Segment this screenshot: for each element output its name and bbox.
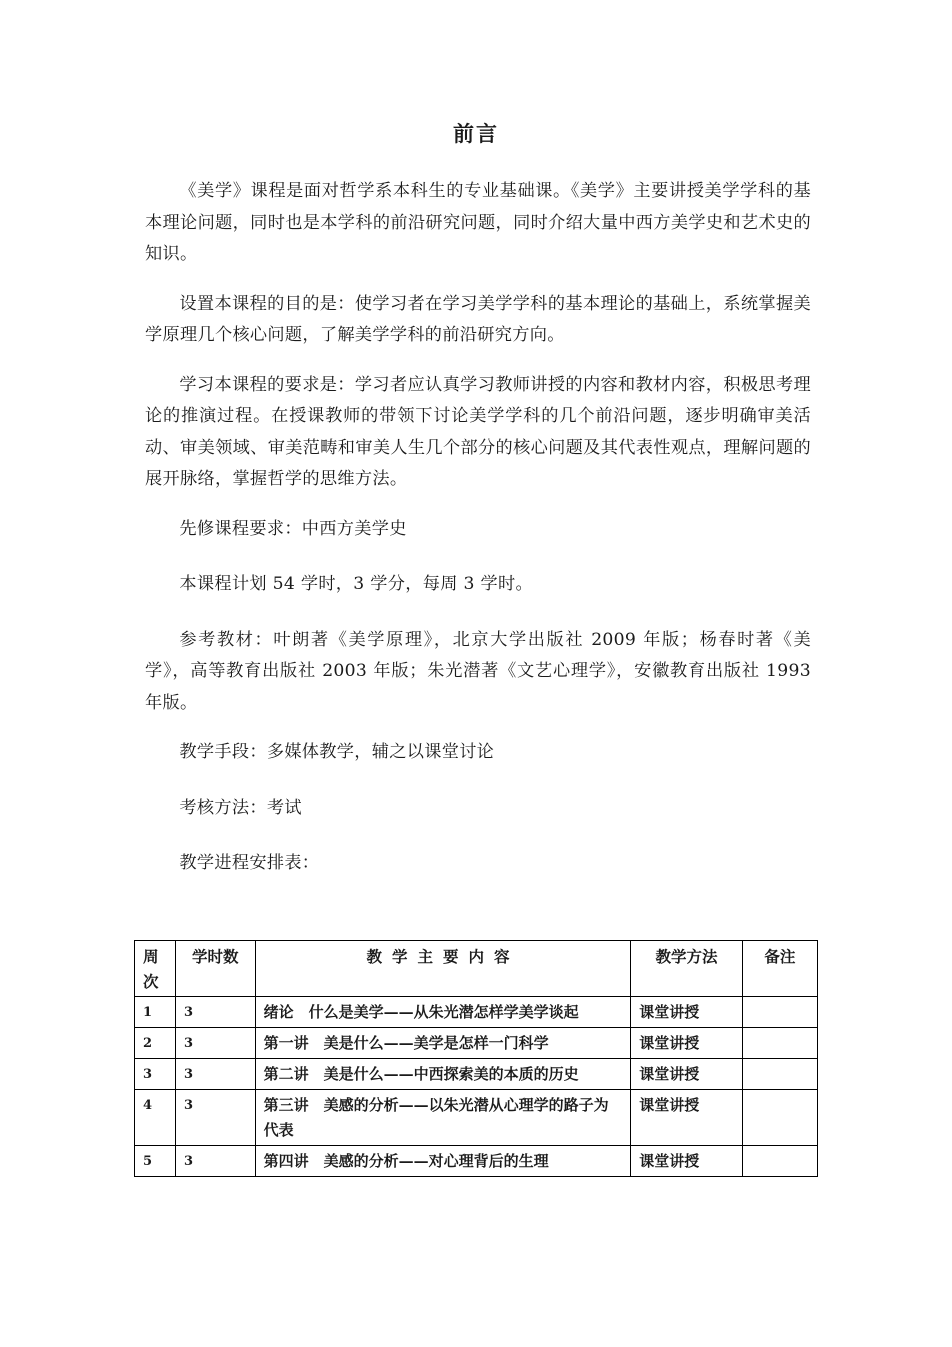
paragraph-purpose: 设置本课程的目的是：使学习者在学习美学学科的基本理论的基础上，系统掌握美学原理几个核心问题，了解美学学科的前沿研究方向。: [145, 293, 811, 345]
table-header-row: [135, 941, 818, 997]
cell-method: 课堂讲授: [631, 997, 743, 1028]
table-row: [135, 1028, 818, 1059]
header-note: 备注: [742, 941, 817, 997]
cell-week: 2: [135, 1028, 176, 1059]
cell-week: 1: [135, 997, 176, 1028]
paragraph-schedule-label: 教学进程安排表：: [179, 853, 320, 873]
cell-hours: 3: [175, 1090, 255, 1146]
cell-note: [742, 1090, 817, 1146]
cell-method: 课堂讲授: [631, 1028, 743, 1059]
cell-week: 5: [135, 1146, 176, 1177]
cell-hours: 3: [175, 997, 255, 1028]
page-title: 前言: [453, 121, 499, 146]
table-row: [135, 997, 818, 1028]
paragraph-prerequisite: 先修课程要求：中西方美学史: [179, 518, 407, 539]
paragraph-requirements: 学习本课程的要求是：学习者应认真学习教师讲授的内容和教材内容，积极思考理论的推演过程。在授课教师的带领下讨论美学学科的几个前沿问题，逐步明确审美活动、审美领域、审美范畴和审美人生几个部分的核心问题及其代表性观点，理解问题的展开脉络，掌握哲学的思维方法。: [145, 374, 811, 489]
schedule-table: [134, 940, 818, 1177]
cell-content: 第四讲 美感的分析——对心理背后的生理: [255, 1146, 631, 1177]
table-row: [135, 1090, 818, 1146]
cell-hours: 3: [175, 1146, 255, 1177]
cell-content: 绪论 什么是美学——从朱光潜怎样学美学谈起: [255, 997, 631, 1028]
cell-note: [742, 1028, 817, 1059]
header-method: 教学方法: [631, 941, 743, 997]
paragraph-credit-plan: 本课程计划 54 学时，3 学分，每周 3 学时。: [179, 574, 533, 594]
cell-note: [742, 1059, 817, 1090]
header-content: 教学主要内容: [255, 941, 631, 997]
cell-content: 第一讲 美是什么——美学是怎样一门科学: [255, 1028, 631, 1059]
cell-method: 课堂讲授: [631, 1090, 743, 1146]
cell-method: 课堂讲授: [631, 1146, 743, 1177]
cell-week: 3: [135, 1059, 176, 1090]
paragraph-references: 参考教材：叶朗著《美学原理》，北京大学出版社 2009 年版；杨春时著《美学》，高等教育出版社 2003 年版；朱光潜著《文艺心理学》，安徽教育出版社 1993 年版。: [145, 629, 811, 713]
table-row: [135, 1146, 818, 1177]
paragraph-intro: 《美学》课程是面对哲学系本科生的专业基础课。《美学》主要讲授美学学科的基本理论问题，同时也是本学科的前沿研究问题，同时介绍大量中西方美学史和艺术史的知识。: [145, 181, 811, 264]
cell-week: 4: [135, 1090, 176, 1146]
cell-content: 第三讲 美感的分析——以朱光潜从心理学的路子为代表: [255, 1090, 631, 1146]
header-week: 周次: [135, 941, 176, 997]
cell-method: 课堂讲授: [631, 1059, 743, 1090]
header-hours: 学时数: [175, 941, 255, 997]
cell-hours: 3: [175, 1028, 255, 1059]
cell-hours: 3: [175, 1059, 255, 1090]
cell-note: [742, 1146, 817, 1177]
cell-content: 第二讲 美是什么——中西探索美的本质的历史: [255, 1059, 631, 1090]
cell-note: [742, 997, 817, 1028]
paragraph-teaching-means: 教学手段：多媒体教学，辅之以课堂讨论: [179, 742, 495, 762]
paragraph-assessment: 考核方法：考试: [179, 797, 302, 818]
preface-body: [145, 176, 811, 904]
table-row: [135, 1059, 818, 1090]
